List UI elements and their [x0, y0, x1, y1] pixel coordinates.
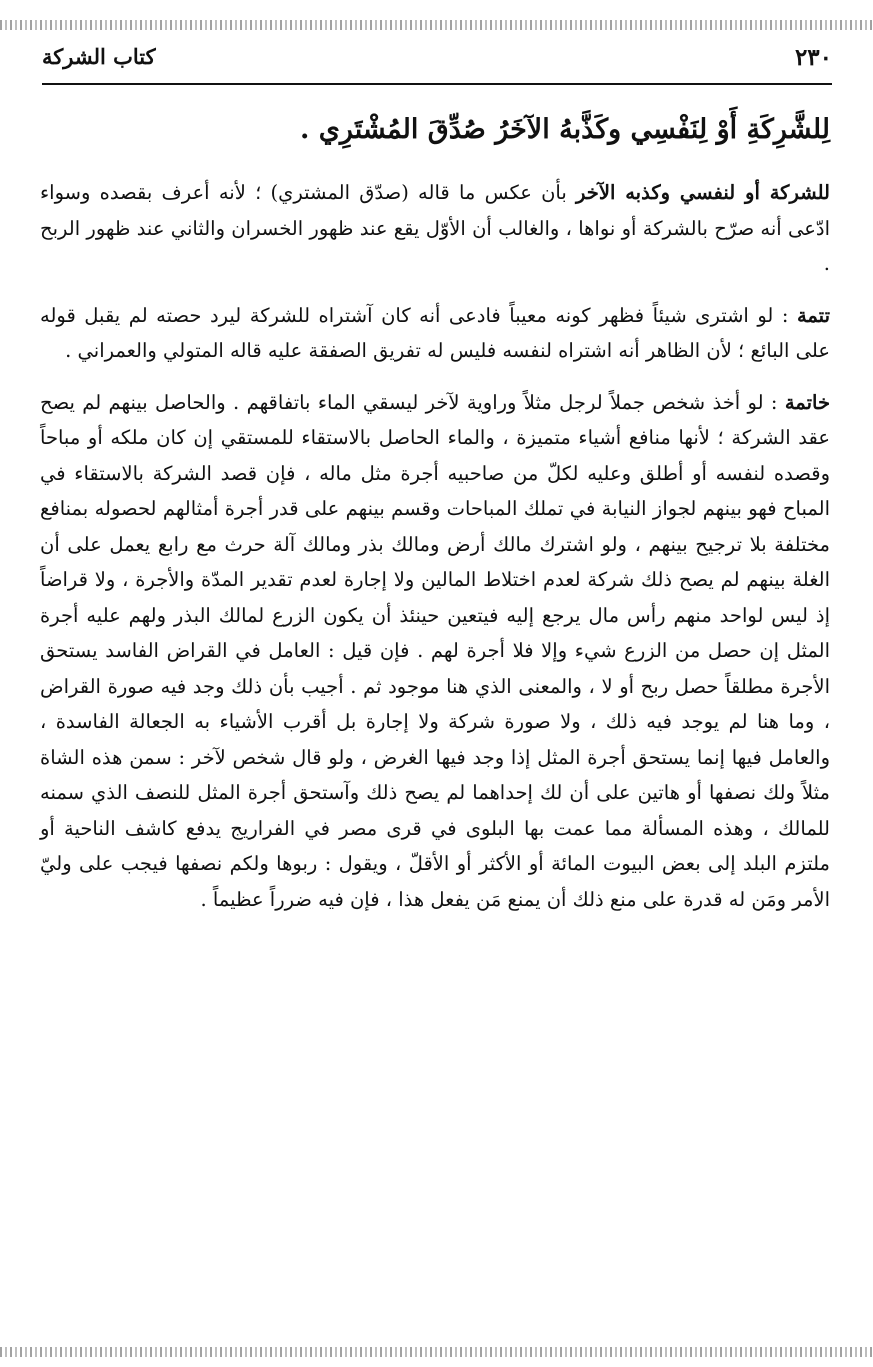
khatima-paragraph	[40, 385, 830, 918]
paragraph-text: : لو أخذ شخص جملاً لرجل مثلاً وراوية لآخر ليسقي الماء باتفاقهم . والحاصل بينهم لم يصح عقد الشركة ؛ لأنها منافع أشياء متميزة ، والماء الحاصل بالاستقاء للمستقي إن كان ملكه أو مباحاً وقصده لنفسه أو أطلق وعليه لكلّ من صاحبيه أجرة مثل ماله ، فإن قصد الشركة بالاستقاء في المباح فهو بينهم لجواز النيابة في تملك المباحات وقسم بينهم على قدر أجرة أمثالهم لحصوله بمنافع مختلفة بلا ترجيح بينهم ، ولو اشترك مالك أرض ومالك بذر ومالك آلة حرث مع رابع يعمل على أن الغلة بينهم لم يصح ذلك شركة لعدم اختلاط المالين ولا إجارة لعدم تقدير المدّة والأجرة ، ولا قراضاً إذ ليس لواحد منهم رأس مال يرجع إليه فيتعين حينئذ أن يكون الزرع لمالك البذر ولهم عليه أجرة المثل إن حصل من الزرع شيء وإلا فلا أجرة لهم . فإن قيل : العامل في القراض الفاسد يستحق الأجرة مطلقاً حصل ربح أو لا ، والمعنى الذي هنا موجود ثم . أجيب بأن ذلك وجد فيه صورة القراض ، وما هنا لم يوجد فيه ذلك ، ولا صورة شركة ولا إجارة بل أقرب الأشياء به الجعالة الفاسدة ، والعامل فيها إنما يستحق أجرة المثل إذا وجد فيها الغرض ، ولو قال شخص لآخر : سمن هذه الشاة مثلاً ولك نصفها أو هاتين على أن لك إحداهما لم يصح ذلك وآستحق أجرة المثل للنصف الذي سمنه للمالك ، وهذه المسألة مما عمت بها البلوى في قرى مصر في الفراريج يدفع كاشف الناحية أو ملتزم البلد إلى بعض البيوت المائة أو الأكثر أو الأقلّ ، ويقول : ربوها ولكم نصفها فيجب على وليّ الأمر ومَن له قدرة على منع ذلك أن يمنع مَن يفعل هذا ، فإن فيه ضرراً عظيماً .	[40, 390, 830, 911]
bottom-ornament-border	[0, 1347, 873, 1357]
commentary-paragraph	[40, 175, 830, 282]
running-title: كتاب الشركة	[42, 44, 156, 69]
page-body	[40, 105, 830, 933]
paragraph-text: : لو اشترى شيئاً فظهر كونه معيباً فادعى أنه كان آشتراه للشركة ليرد حصته لم يقبل قوله على البائع ؛ لأن الظاهر أنه اشتراه لنفسه فليس له تفريق الصفقة عليه قاله المتولي والعمراني .	[40, 303, 830, 362]
paragraph-lead: تتمة	[796, 303, 830, 327]
matn-text: لِلشَّرِكَةِ أَوْ لِنَفْسِي وكَذَّبهُ الآخَرُ صُدِّقَ المُشْتَرِي .	[299, 114, 830, 145]
paragraph-lead: خاتمة	[784, 390, 830, 414]
top-ornament-border	[0, 20, 873, 30]
page-header	[42, 42, 832, 78]
page-number: ٢٣٠	[794, 44, 832, 71]
paragraph-lead: للشركة أو لنفسي وكذبه الآخر	[576, 181, 830, 204]
header-divider	[42, 83, 832, 85]
tatimma-paragraph	[40, 298, 830, 369]
paragraph-text: بأن عكس ما قاله (صدّق المشتري) ؛ لأنه أعرف بقصده وسواء ادّعى أنه صرّح بالشركة أو نواها ، والغالب أن الأوّل يقع عند ظهور الخسران والثاني عند ظهور الربح .	[40, 181, 830, 275]
